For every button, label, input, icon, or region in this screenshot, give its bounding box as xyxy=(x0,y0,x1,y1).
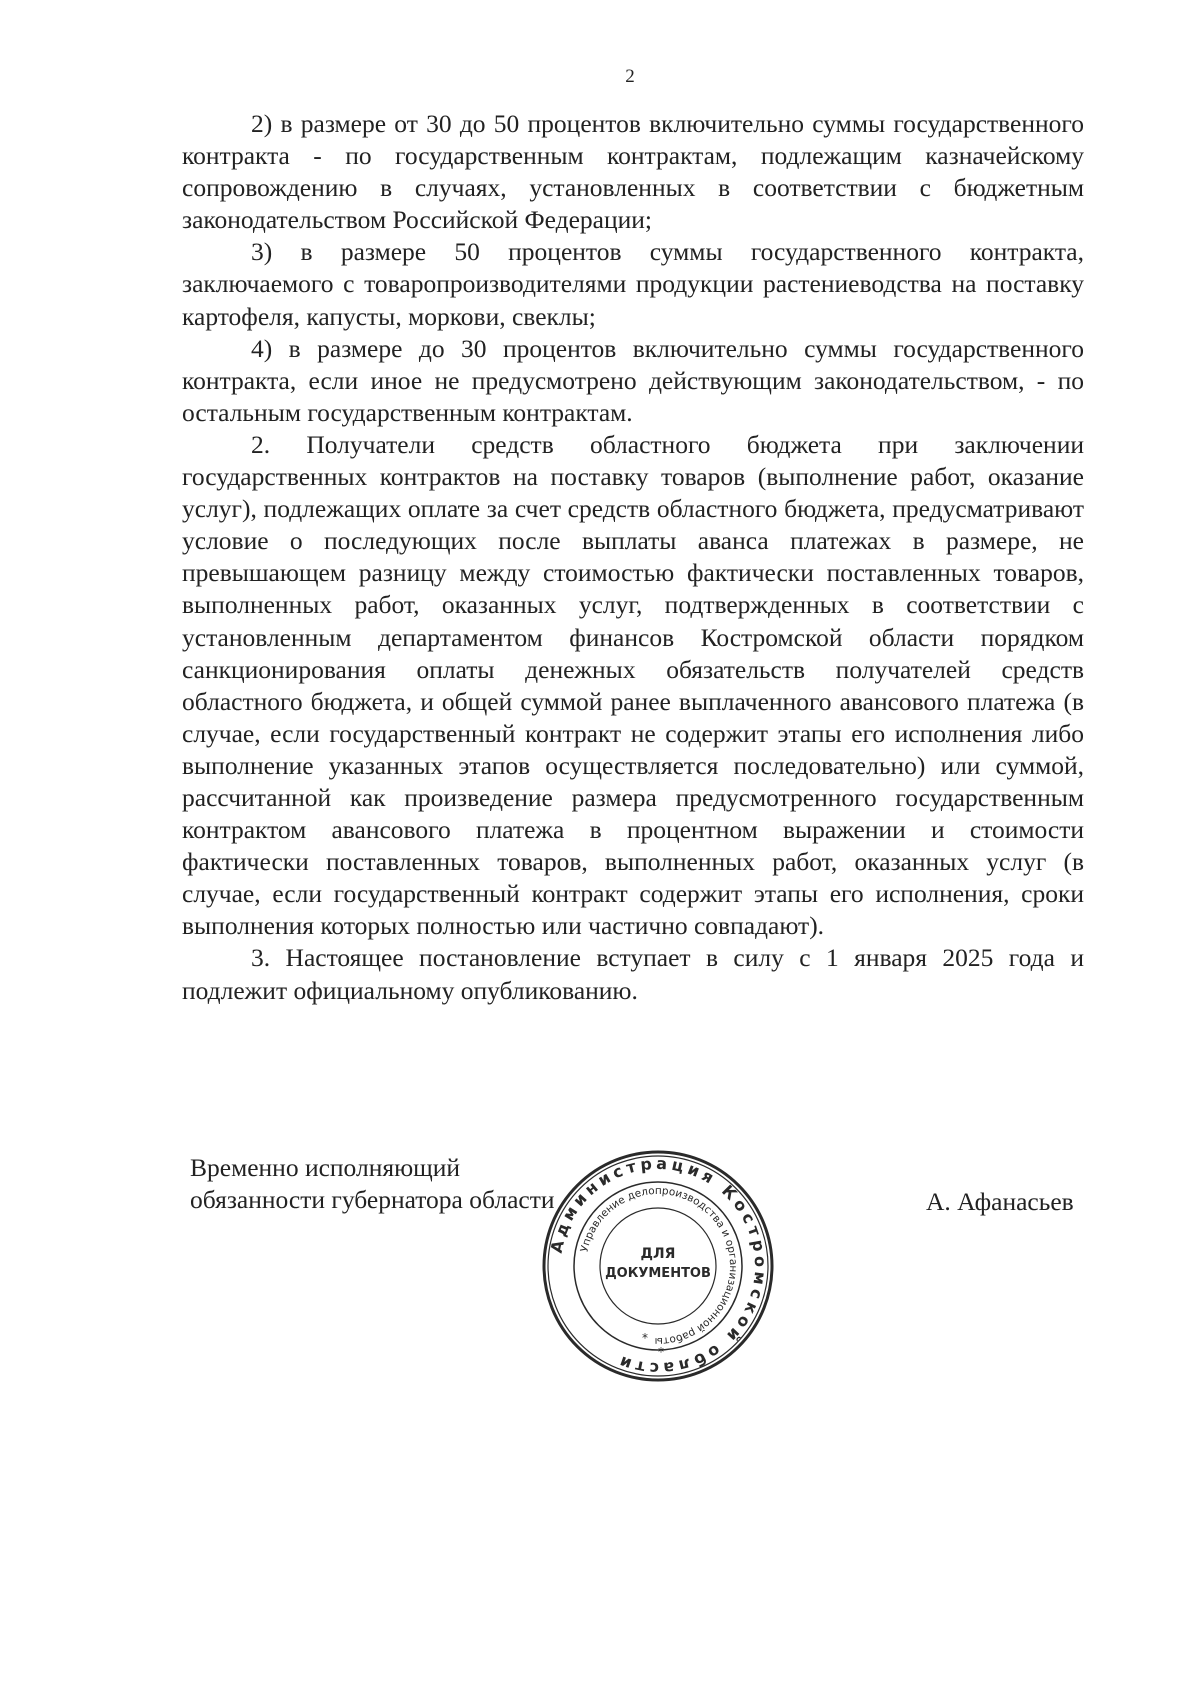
seal-inner-text: Управление делопроизводства и организационной работы xyxy=(578,1184,740,1348)
paragraph-section-3: 3. Настоящее постановление вступает в силу с 1 января 2025 года и подлежит официальному опубликованию. xyxy=(182,943,1084,1005)
signatory-name: А. Афанасьев xyxy=(926,1187,1074,1216)
official-seal-stamp xyxy=(540,1148,776,1384)
seal-graphic xyxy=(540,1148,776,1384)
signatory-title-line2: обязанности губернатора области xyxy=(190,1185,555,1214)
document-body xyxy=(182,108,1084,1007)
page-number: 2 xyxy=(625,66,635,87)
paragraph-item-4: 4) в размере до 30 процентов включительно суммы государственного контракта, если иное не предусмотрено действующим законодательством, - по остальным государственным контрактам. xyxy=(182,333,1084,427)
paragraph-section-2: 2. Получатели средств областного бюджета при заключении государственных контрактов на поставку товаров (выполнение работ, оказание услуг), подлежащих оплате за счет средств областного бюджета, предусматривают условие о последующих после выплаты аванса платежах в размере, не превышающем разницу между стоимостью фактически поставленных товаров, выполненных работ, оказанных услуг, подтвержденных в соответствии с установленным департаментом финансов Костромской области порядком санкционирования оплаты денежных обязательств получателей средств областного бюджета, и общей суммой ранее выплаченного авансового платежа (в случае, если государственный контракт не содержит этапы его исполнения либо выполнение указанных этапов осуществляется последовательно) или суммой, рассчитанной как произведение размера предусмотренного государственным контрактом авансового платежа в процентном выражении и стоимости фактически поставленных товаров, выполненных работ, оказанных услуг (в случае, если государственный контракт содержит этапы его исполнения, сроки выполнения которых полностью или частично совпадают). xyxy=(182,429,1084,941)
seal-center-line1: ДЛЯ xyxy=(640,1246,676,1262)
paragraph-item-3: 3) в размере 50 процентов суммы государственного контракта, заключаемого с товаропроизводителями продукции растениеводства на поставку картофеля, капусты, моркови, свеклы; xyxy=(182,237,1084,331)
seal-star-icon: * xyxy=(642,1331,648,1345)
seal-center-line2: ДОКУМЕНТОВ xyxy=(605,1266,711,1281)
signatory-title xyxy=(190,1152,555,1216)
signatory-title-line1: Временно исполняющий xyxy=(190,1153,461,1182)
paragraph-item-2: 2) в размере от 30 до 50 процентов включительно суммы государственного контракта - по государственным контрактам, подлежащим казначейскому сопровождению в случаях, установленных в соответствии с бюджетным законодательством Российской Федерации; xyxy=(182,109,1084,235)
seal-star-icon: * xyxy=(658,1345,664,1359)
seal-outer-text: Администрация Костромской области xyxy=(546,1153,771,1379)
